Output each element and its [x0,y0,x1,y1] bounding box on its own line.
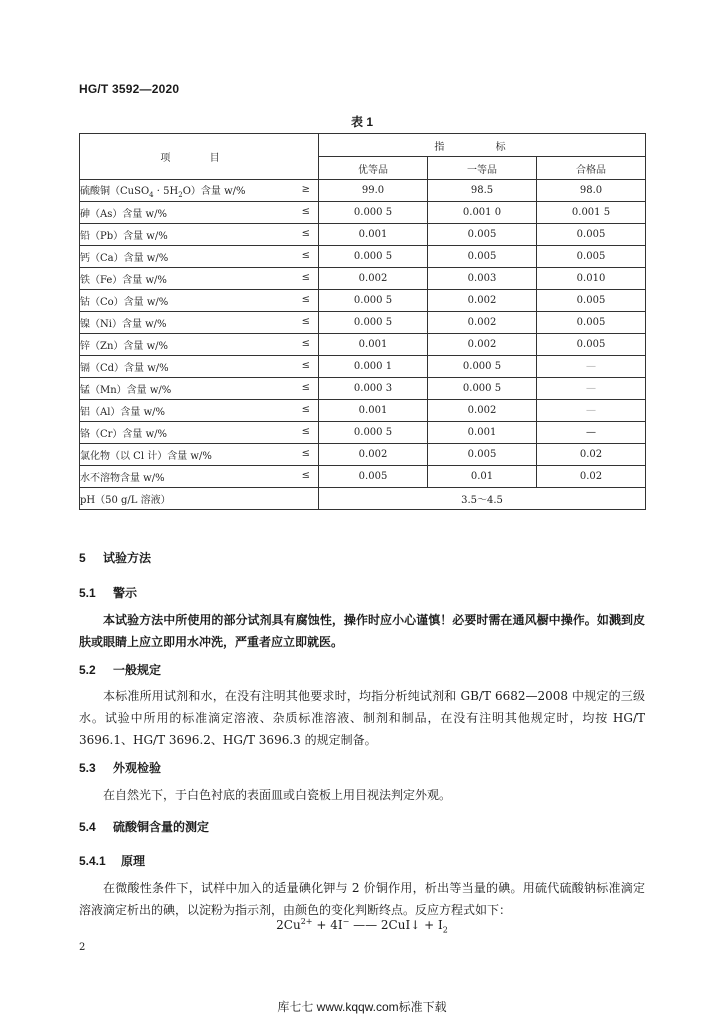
table-row [80,224,646,246]
table-row [80,334,646,356]
standard-code: HG/T 3592—2020 [79,82,180,96]
comparison-operator: ≤ [301,272,310,283]
header-item: 项 目 [80,134,319,180]
value-qualified: — [537,400,646,422]
comparison-operator: ≤ [301,448,310,459]
value-premium: 0.000 5 [319,202,428,224]
value-premium: 0.001 [319,400,428,422]
row-item: 铝（Al）含量 w/% ≤ [80,400,319,422]
precipitate-arrow-icon: ↓ [410,918,421,932]
value-first: 0.002 [428,334,537,356]
row-item: pH（50 g/L 溶液） [80,488,319,510]
row-item: 水不溶物含量 w/% ≤ [80,466,319,488]
value-premium: 0.000 5 [319,422,428,444]
value-first: 0.005 [428,444,537,466]
section-5-3-text: 在自然光下，于白色衬底的表面皿或白瓷板上用目视法判定外观。 [103,788,452,802]
value-premium: 0.000 5 [319,312,428,334]
value-first: 0.01 [428,466,537,488]
row-item: 锌（Zn）含量 w/% ≤ [80,334,319,356]
header-indicator: 指 标 [319,134,646,157]
table-row [80,356,646,378]
table-row [80,466,646,488]
table-row-ph [80,488,646,510]
table-row [80,246,646,268]
section-5-4-1-heading: 5.4.1 原理 [79,854,146,868]
comparison-operator: ≤ [301,426,310,437]
table-row [80,312,646,334]
comparison-operator: ≤ [301,360,310,371]
value-first: 0.002 [428,400,537,422]
reaction-equation: $2Cu^{2+} + 4I^-$ —— 2CuI↓ + $I_2$ [276,917,448,935]
value-qualified: 0.005 [537,290,646,312]
row-item: 铬（Cr）含量 w/% ≤ [80,422,319,444]
value-qualified: 0.005 [537,312,646,334]
row-item: 钙（Ca）含量 w/% ≤ [80,246,319,268]
value-first: 0.002 [428,312,537,334]
table-row [80,444,646,466]
row-item: 镉（Cd）含量 w/% ≤ [80,356,319,378]
header-grade-qualified: 合格品 [537,157,646,180]
comparison-operator: ≤ [301,294,310,305]
comparison-operator: ≥ [301,184,310,195]
value-qualified: 98.0 [537,180,646,202]
value-first: 0.000 5 [428,356,537,378]
comparison-operator: ≤ [301,206,310,217]
comparison-operator: ≤ [301,470,310,481]
row-item: 砷（As）含量 w/% ≤ [80,202,319,224]
value-first: 0.000 5 [428,378,537,400]
table-row [80,202,646,224]
table-row [80,268,646,290]
value-first: 0.005 [428,246,537,268]
value-premium: 0.002 [319,268,428,290]
page-number: 2 [79,942,86,953]
value-premium: 0.001 [319,334,428,356]
row-item: 镍（Ni）含量 w/% ≤ [80,312,319,334]
row-item: 铁（Fe）含量 w/% ≤ [80,268,319,290]
header-grade-premium: 优等品 [319,157,428,180]
comparison-operator: ≤ [301,228,310,239]
section-5-heading: 5 试验方法 [79,551,152,565]
comparison-operator: ≤ [301,316,310,327]
value-qualified: 0.010 [537,268,646,290]
section-5-3-heading: 5.3 外观检验 [79,761,162,775]
row-item: 硫酸铜（CuSO$_4$ · $5H_2O$）含量 w/% ≥ [80,180,319,202]
value-premium: 0.005 [319,466,428,488]
footer-watermark: 库七七 www.kqqw.com标准下载 [277,1000,447,1014]
section-5-4-heading: 5.4 硫酸铜含量的测定 [79,820,210,834]
comparison-operator: ≤ [301,382,310,393]
table-row [80,378,646,400]
value-qualified: — [537,378,646,400]
comparison-operator: ≤ [301,404,310,415]
section-5-2-text: 本标准所用试剂和水，在没有注明其他要求时，均指分析纯试剂和 GB/T 6682—2008 中规定的三级水。试验中所用的标准滴定溶液、杂质标准溶液、制剂和制品，在没有注明其他规定时，均按 HG/T 3696.1、HG/T 3696.2、HG/T 3696.3 的规定制备。 [79,689,645,747]
value-first: 0.005 [428,224,537,246]
value-qualified: 0.001 5 [537,202,646,224]
section-5-1-heading: 5.1 警示 [79,586,138,600]
value-qualified: 0.005 [537,224,646,246]
table-title: 表 1 [350,115,373,129]
value-first: 0.001 0 [428,202,537,224]
value-ph: 3.5～4.5 [319,488,646,510]
value-qualified: — [537,356,646,378]
value-premium: 99.0 [319,180,428,202]
value-first: 98.5 [428,180,537,202]
table-row [80,180,646,202]
row-item: 铅（Pb）含量 w/% ≤ [80,224,319,246]
value-premium: 0.000 5 [319,290,428,312]
value-qualified: 0.005 [537,334,646,356]
row-item: 氯化物（以 Cl 计）含量 w/% ≤ [80,444,319,466]
value-first: 0.002 [428,290,537,312]
value-qualified: — [537,422,646,444]
value-premium: 0.001 [319,224,428,246]
row-item: 锰（Mn）含量 w/% ≤ [80,378,319,400]
value-premium: 0.002 [319,444,428,466]
section-5-1-text: 本试验方法中所使用的部分试剂具有腐蚀性，操作时应小心谨慎！必要时需在通风橱中操作。如溅到皮肤或眼睛上应立即用水冲洗，严重者应立即就医。 [79,613,645,649]
section-5-2-heading: 5.2 一般规定 [79,663,162,677]
value-qualified: 0.005 [537,246,646,268]
value-premium: 0.000 3 [319,378,428,400]
table-row [80,400,646,422]
value-first: 0.001 [428,422,537,444]
header-grade-first: 一等品 [428,157,537,180]
value-first: 0.003 [428,268,537,290]
value-qualified: 0.02 [537,444,646,466]
section-5-4-1-text: 在微酸性条件下，试样中加入的适量碘化钾与 2 价铜作用，析出等当量的碘。用硫代硫酸钠标准滴定溶液滴定析出的碘，以淀粉为指示剂，由颜色的变化判断终点。反应方程式如下： [79,881,645,917]
comparison-operator: ≤ [301,250,310,261]
table-row [80,290,646,312]
comparison-operator: ≤ [301,338,310,349]
value-qualified: 0.02 [537,466,646,488]
row-item: 钴（Co）含量 w/% ≤ [80,290,319,312]
value-premium: 0.000 1 [319,356,428,378]
specification-table [79,133,646,510]
table-row [80,422,646,444]
value-premium: 0.000 5 [319,246,428,268]
